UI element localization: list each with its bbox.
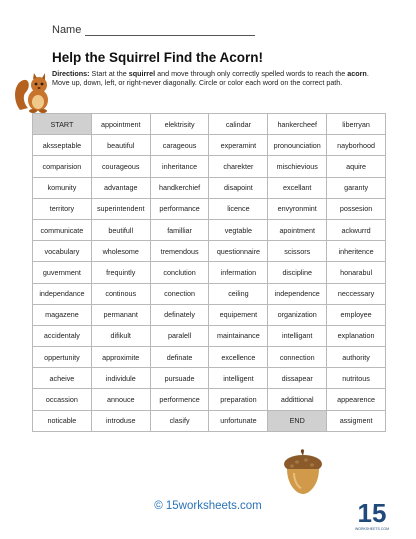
word-cell[interactable]: equipement	[209, 304, 268, 325]
word-cell[interactable]: occassion	[33, 389, 92, 410]
word-cell[interactable]: inheritance	[150, 156, 209, 177]
directions	[52, 69, 382, 88]
word-cell[interactable]: magazene	[33, 304, 92, 325]
word-cell[interactable]: elektrisity	[150, 114, 209, 135]
name-label: Name	[52, 24, 82, 36]
word-cell[interactable]: aquire	[327, 156, 386, 177]
grid-row	[33, 283, 386, 304]
copyright-link[interactable]: © 15worksheets.com	[154, 500, 262, 512]
word-cell[interactable]: scissors	[268, 241, 327, 262]
word-cell[interactable]: performance	[150, 198, 209, 219]
grid-row	[33, 177, 386, 198]
grid-row	[33, 347, 386, 368]
grid-row	[33, 325, 386, 346]
word-cell[interactable]: handkerchief	[150, 177, 209, 198]
word-cell[interactable]: excellant	[268, 177, 327, 198]
word-cell[interactable]: continous	[91, 283, 150, 304]
worksheet-title: Help the Squirrel Find the Acorn!	[52, 50, 264, 65]
word-cell[interactable]: connection	[268, 347, 327, 368]
word-cell[interactable]: garanty	[327, 177, 386, 198]
word-cell[interactable]: vegtable	[209, 219, 268, 240]
word-cell[interactable]: familliar	[150, 219, 209, 240]
word-cell[interactable]: permanant	[91, 304, 150, 325]
word-cell[interactable]: tremendous	[150, 241, 209, 262]
word-maze-grid	[32, 113, 386, 432]
name-line[interactable]	[85, 35, 255, 36]
word-cell[interactable]: noticable	[33, 410, 92, 431]
word-cell[interactable]: wholesome	[91, 241, 150, 262]
grid-row	[33, 368, 386, 389]
acorn-icon	[280, 448, 326, 496]
word-cell[interactable]: charekter	[209, 156, 268, 177]
word-cell[interactable]: superintendent	[91, 198, 150, 219]
grid-row	[33, 114, 386, 135]
word-cell[interactable]: conclution	[150, 262, 209, 283]
word-cell[interactable]: frequintly	[91, 262, 150, 283]
grid-row	[33, 389, 386, 410]
name-row	[52, 24, 255, 36]
word-cell[interactable]: honarabul	[327, 262, 386, 283]
word-cell[interactable]: paralell	[150, 325, 209, 346]
word-cell[interactable]: acheive	[33, 368, 92, 389]
word-cell[interactable]: addittional	[268, 389, 327, 410]
word-cell[interactable]: mischievious	[268, 156, 327, 177]
grid-row	[33, 219, 386, 240]
word-cell[interactable]: approximite	[91, 347, 150, 368]
grid-row	[33, 135, 386, 156]
word-cell[interactable]: difikult	[91, 325, 150, 346]
word-cell[interactable]: performence	[150, 389, 209, 410]
word-cell[interactable]: appointment	[91, 114, 150, 135]
grid-row	[33, 262, 386, 283]
word-cell[interactable]: authority	[327, 347, 386, 368]
word-cell[interactable]: beautiful	[91, 135, 150, 156]
word-cell[interactable]: komunity	[33, 177, 92, 198]
word-cell[interactable]: calindar	[209, 114, 268, 135]
word-cell[interactable]: excellence	[209, 347, 268, 368]
word-cell[interactable]: employee	[327, 304, 386, 325]
word-cell[interactable]: pursuade	[150, 368, 209, 389]
logo-number: 15	[357, 498, 387, 528]
word-cell[interactable]: hankercheef	[268, 114, 327, 135]
word-cell[interactable]: annouce	[91, 389, 150, 410]
word-cell[interactable]: possesion	[327, 198, 386, 219]
15worksheets-logo	[352, 496, 392, 536]
word-cell[interactable]: maintainance	[209, 325, 268, 346]
word-cell[interactable]: unfortunate	[209, 410, 268, 431]
word-cell[interactable]: independence	[268, 283, 327, 304]
word-cell[interactable]: experamint	[209, 135, 268, 156]
word-cell[interactable]: territory	[33, 198, 92, 219]
word-cell[interactable]: advantage	[91, 177, 150, 198]
word-cell[interactable]: licence	[209, 198, 268, 219]
word-cell[interactable]: clasify	[150, 410, 209, 431]
directions-label: Directions:	[52, 69, 90, 78]
word-cell[interactable]: discipline	[268, 262, 327, 283]
word-cell[interactable]: introduse	[91, 410, 150, 431]
word-cell[interactable]: nayborhood	[327, 135, 386, 156]
word-cell[interactable]: inheritence	[327, 241, 386, 262]
word-cell[interactable]: appearence	[327, 389, 386, 410]
word-cell[interactable]: carageous	[150, 135, 209, 156]
word-cell[interactable]: apointment	[268, 219, 327, 240]
word-cell[interactable]: vocabulary	[33, 241, 92, 262]
word-cell[interactable]: liberryan	[327, 114, 386, 135]
word-cell[interactable]: pronounciation	[268, 135, 327, 156]
word-cell[interactable]: disapoint	[209, 177, 268, 198]
word-cell[interactable]: definately	[150, 304, 209, 325]
word-cell[interactable]: intelligant	[268, 325, 327, 346]
word-cell[interactable]: independance	[33, 283, 92, 304]
word-cell[interactable]: aksseptable	[33, 135, 92, 156]
grid-body	[33, 114, 386, 432]
word-cell[interactable]: guvernment	[33, 262, 92, 283]
grid-row	[33, 304, 386, 325]
word-cell[interactable]: assigment	[327, 410, 386, 431]
word-cell[interactable]: envyronmint	[268, 198, 327, 219]
word-cell[interactable]: preparation	[209, 389, 268, 410]
word-cell[interactable]: accidentaly	[33, 325, 92, 346]
directions-text-1: Start at the	[89, 69, 129, 78]
word-cell[interactable]: ceiling	[209, 283, 268, 304]
word-cell[interactable]: individule	[91, 368, 150, 389]
word-cell[interactable]: definate	[150, 347, 209, 368]
end-cell[interactable]: END	[268, 410, 327, 431]
word-cell[interactable]: organization	[268, 304, 327, 325]
grid-row	[33, 156, 386, 177]
grid-row	[33, 198, 386, 219]
logo-text: WORKSHEETS.COM	[354, 527, 390, 531]
word-cell[interactable]: explanation	[327, 325, 386, 346]
directions-acorn: acorn	[347, 69, 367, 78]
word-cell[interactable]: comparision	[33, 156, 92, 177]
word-cell[interactable]: courageous	[91, 156, 150, 177]
word-cell[interactable]: questionnaire	[209, 241, 268, 262]
word-cell[interactable]: dissapear	[268, 368, 327, 389]
word-cell[interactable]: conection	[150, 283, 209, 304]
directions-squirrel: squirrel	[128, 69, 156, 78]
grid-row	[33, 241, 386, 262]
word-cell[interactable]: intelligent	[209, 368, 268, 389]
word-cell[interactable]: infermation	[209, 262, 268, 283]
word-cell[interactable]: neccessary	[327, 283, 386, 304]
squirrel-icon	[14, 70, 54, 114]
word-cell[interactable]: communicate	[33, 219, 92, 240]
word-cell[interactable]: beutifull	[91, 219, 150, 240]
word-cell[interactable]: ackwurrd	[327, 219, 386, 240]
directions-text-3: . Move up, down, left, or right-never diagonally. Circle or color each word on the correct path.	[52, 69, 369, 88]
word-cell[interactable]: oppertunity	[33, 347, 92, 368]
word-cell[interactable]: nutritous	[327, 368, 386, 389]
grid-row	[33, 410, 386, 431]
directions-text-2: and move through only correctly spelled words to reach the	[155, 69, 348, 78]
start-cell[interactable]: START	[33, 114, 92, 135]
